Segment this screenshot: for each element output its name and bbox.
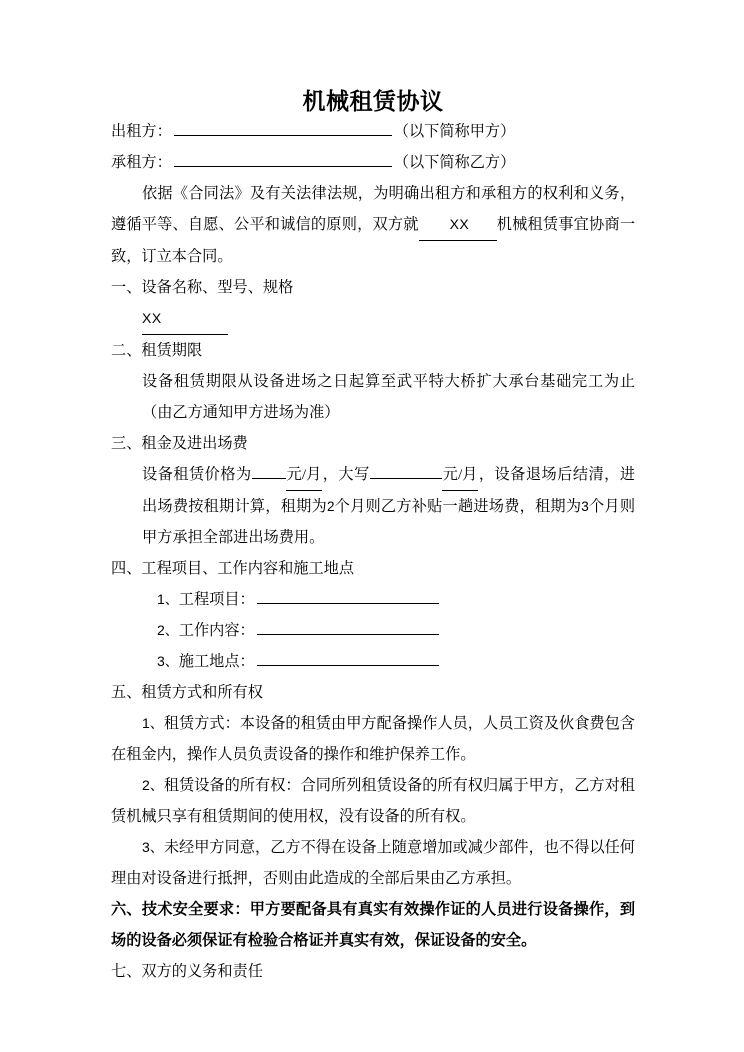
item-label-project: 工程项目： <box>178 591 255 608</box>
price-mid-text: ，大写 <box>322 466 370 483</box>
price-blank-written[interactable] <box>370 478 442 479</box>
item-number-1: 1、 <box>157 591 179 607</box>
price-tail-c: 个月则甲方承担全部进出场费用。 <box>142 498 636 546</box>
item-label-site: 施工地点： <box>178 653 255 670</box>
section-5-paragraph-1 <box>111 708 635 770</box>
section-heading-7: 七、双方的义务和责任 <box>111 963 263 980</box>
item-blank-project[interactable] <box>257 588 439 604</box>
preamble-paragraph <box>111 178 635 272</box>
item-blank-work-content[interactable] <box>257 619 439 635</box>
price-blank-numeric[interactable] <box>252 478 286 479</box>
party-blank-lessor[interactable] <box>174 120 392 136</box>
party-blank-lessee[interactable] <box>174 151 392 167</box>
party-row-lessor <box>111 116 635 147</box>
price-lead-text: 设备租赁价格为 <box>142 466 252 483</box>
price-unit-2: 元/月 <box>442 459 479 491</box>
section-heading-2: 二、租赁期限 <box>111 342 203 359</box>
sub-number-5-1: 1、 <box>142 715 164 731</box>
section-heading-5: 五、租赁方式和所有权 <box>111 684 263 701</box>
item-number-3: 3、 <box>157 653 179 669</box>
sub-text-5-1: 租赁方式：本设备的租赁由甲方配备操作人员，人员工资及伙食费包含在租金内，操作人员负责设备的操作和维护保养工作。 <box>111 715 635 763</box>
item-number-2: 2、 <box>157 622 179 638</box>
party-label-lessee: 承租方： <box>111 154 172 171</box>
section-heading-4: 四、工程项目、工作内容和施工地点 <box>111 560 354 577</box>
item-blank-site[interactable] <box>257 650 439 666</box>
price-tail-b: 个月则乙方补贴一趟进场费，租期为 <box>334 498 582 515</box>
section-2-body: 设备租赁期限从设备进场之日起算至武平特大桥扩大承台基础完工为止（由乙方通知甲方进场为准） <box>142 373 635 421</box>
document-body <box>111 0 635 987</box>
sub-number-5-2: 2、 <box>142 777 164 793</box>
section-heading-3: 三、租金及进出场费 <box>111 435 248 452</box>
section-heading-6: 六、技术安全要求：甲方要配备具有真实有效操作证的人员进行设备操作，到场的设备必须保证有检验合格证并真实有效，保证设备的安全。 <box>111 901 635 949</box>
sub-number-5-3: 3、 <box>142 839 164 855</box>
price-unit-1: 元/月 <box>286 459 323 491</box>
list-item <box>111 646 635 677</box>
sub-text-5-3: 未经甲方同意，乙方不得在设备上随意增加或减少部件，也不得以任何理由对设备进行抵押，否则由此造成的全部后果由乙方承担。 <box>111 839 635 887</box>
price-tail-a: ，设备退场后结清，进出场费按租期计算，租期为 <box>142 466 636 515</box>
sub-text-5-2: 租赁设备的所有权：合同所列租赁设备的所有权归属于甲方，乙方对租赁机械只享有租赁期间的使用权，没有设备的所有权。 <box>111 777 635 825</box>
list-item <box>111 615 635 646</box>
preamble-text-part2: 机械租赁事宜协商一致，订立本合同。 <box>111 216 636 265</box>
party-suffix-lessor: （以下简称甲方） <box>393 123 516 140</box>
section-5-paragraph-2 <box>111 770 635 832</box>
section-1-blank-row <box>111 303 635 335</box>
preamble-text-part1: 依据《合同法》及有关法律法规，为明确出租方和承租方的权利和义务，遵循平等、自愿、公平和诚信的原则，双方就 <box>111 185 635 233</box>
party-suffix-lessee: （以下简称乙方） <box>393 154 516 171</box>
item-label-work-content: 工作内容： <box>178 622 255 639</box>
list-item <box>111 584 635 615</box>
rent-months-3: 3 <box>581 499 589 514</box>
rent-months-2: 2 <box>326 499 335 514</box>
preamble-blank-xx[interactable]: XX <box>419 209 497 241</box>
section-heading-1: 一、设备名称、型号、规格 <box>111 279 294 296</box>
section-5-paragraph-3 <box>111 832 635 894</box>
party-row-lessee <box>111 147 635 178</box>
section-3-price-paragraph <box>111 459 635 553</box>
equipment-name-blank[interactable]: XX <box>142 303 228 335</box>
page-title: 机械租赁协议 <box>302 88 444 114</box>
party-label-lessor: 出租方： <box>111 123 172 140</box>
